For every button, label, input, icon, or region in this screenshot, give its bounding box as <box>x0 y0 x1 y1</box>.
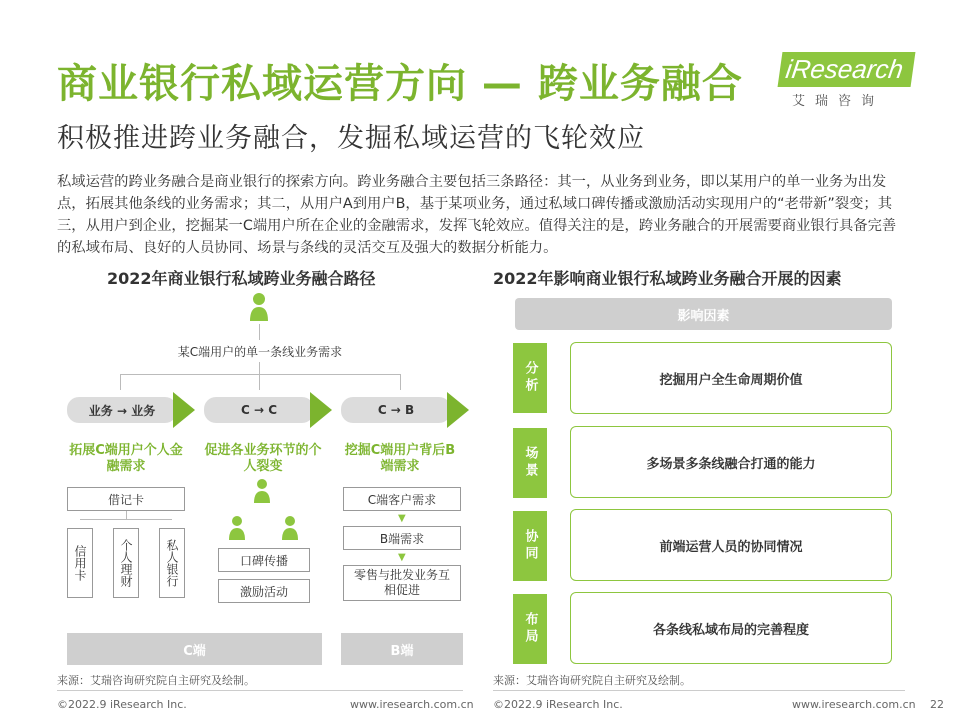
logo-text: iResearch <box>778 52 916 87</box>
left-source: 来源：艾瑞咨询研究院自主研究及绘制。 <box>57 674 255 687</box>
c-customer-need-box: C端客户需求 <box>343 487 461 511</box>
page-number: 22 <box>930 698 944 711</box>
factor-label-collab: 协同 <box>513 511 547 581</box>
page-title: 商业银行私域运营方向 — 跨业务融合 <box>57 61 743 107</box>
down-arrow-icon: ▼ <box>398 552 406 563</box>
word-of-mouth-box: 口碑传播 <box>218 548 310 572</box>
branch-line <box>400 374 401 390</box>
credit-card-box: 信用卡 <box>67 528 93 598</box>
connector-line <box>80 519 172 520</box>
b-end-bar: B端 <box>341 633 463 665</box>
factor-label-scene: 场景 <box>513 428 547 498</box>
logo-subtext: 艾瑞咨询 <box>792 94 885 109</box>
path-label: 业务 → 业务 <box>67 397 177 423</box>
user-icon <box>249 292 269 322</box>
factor-text-collab: 前端运营人员的协同情况 <box>570 509 892 581</box>
factor-label-layout: 布局 <box>513 594 547 664</box>
path-desc-1: 拓展C端用户个人金融需求 <box>69 443 183 474</box>
footer-divider <box>493 690 905 691</box>
left-section-title: 2022年商业银行私域跨业务融合路径 <box>107 269 376 288</box>
arrow-tip <box>173 392 195 428</box>
c-end-bar: C端 <box>67 633 322 665</box>
path-pill-3 <box>341 392 469 428</box>
right-section-title: 2022年影响商业银行私域跨业务融合开展的因素 <box>493 269 842 288</box>
user-icon <box>228 515 246 541</box>
path-pill-2 <box>204 392 332 428</box>
iresearch-logo <box>780 52 915 112</box>
branch-line <box>120 374 121 390</box>
debit-card-box: 借记卡 <box>67 487 185 511</box>
footer-divider <box>57 690 463 691</box>
factor-label-analysis: 分析 <box>513 343 547 413</box>
path-desc-2: 促进各业务环节的个人裂变 <box>204 443 322 474</box>
factor-header: 影响因素 <box>515 298 892 330</box>
footer-url-left[interactable]: www.iresearch.com.cn <box>350 698 474 711</box>
footer-copyright-left: ©2022.9 iResearch Inc. <box>57 698 187 711</box>
factor-text-analysis: 挖掘用户全生命周期价值 <box>570 342 892 414</box>
incentive-box: 激励活动 <box>218 579 310 603</box>
retail-wholesale-box: 零售与批发业务互相促进 <box>343 565 461 601</box>
arrow-tip <box>310 392 332 428</box>
b-need-box: B端需求 <box>343 526 461 550</box>
right-source: 来源：艾瑞咨询研究院自主研究及绘制。 <box>493 674 691 687</box>
down-arrow-icon: ▼ <box>398 513 406 524</box>
user-icon <box>281 515 299 541</box>
path-desc-3: 挖掘C端用户背后B端需求 <box>344 443 456 474</box>
arrow-tip <box>447 392 469 428</box>
connector-line <box>259 324 260 340</box>
path-label: C → C <box>204 397 314 423</box>
connector-line <box>259 362 260 374</box>
connector-line <box>126 511 127 519</box>
factor-text-layout: 各条线私域布局的完善程度 <box>570 592 892 664</box>
branch-line <box>259 374 260 390</box>
footer-url-right[interactable]: www.iresearch.com.cn <box>792 698 916 711</box>
private-bank-box: 私人银行 <box>159 528 185 598</box>
intro-paragraph: 私域运营的跨业务融合是商业银行的探索方向。跨业务融合主要包括三条路径：其一，从业务到业务，即以某用户的单一业务为出发点，拓展其他条线的业务需求；其二，从用户A到用户B，基于某项业务，通过私域口碑传播或激励活动实现用户的“老带新”裂变；其三，从用户到企业，挖掘某一C端用户所在企业的金融需求，发挥飞轮效应。值得关注的是，跨业务融合的开展需要商业银行具备完善的私域布局、良好的人员协同、场景与条线的灵活交互及强大的数据分析能力。 <box>57 174 897 256</box>
branch-line <box>120 374 400 375</box>
top-need-label: 某C端用户的单一条线业务需求 <box>177 345 343 359</box>
wealth-mgmt-box: 个人理财 <box>113 528 139 598</box>
path-pill-1 <box>67 392 195 428</box>
page-subtitle: 积极推进跨业务融合，发掘私域运营的飞轮效应 <box>57 123 645 154</box>
path-label: C → B <box>341 397 451 423</box>
factor-text-scene: 多场景多条线融合打通的能力 <box>570 426 892 498</box>
footer-copyright-right: ©2022.9 iResearch Inc. <box>493 698 623 711</box>
user-icon <box>253 478 271 504</box>
